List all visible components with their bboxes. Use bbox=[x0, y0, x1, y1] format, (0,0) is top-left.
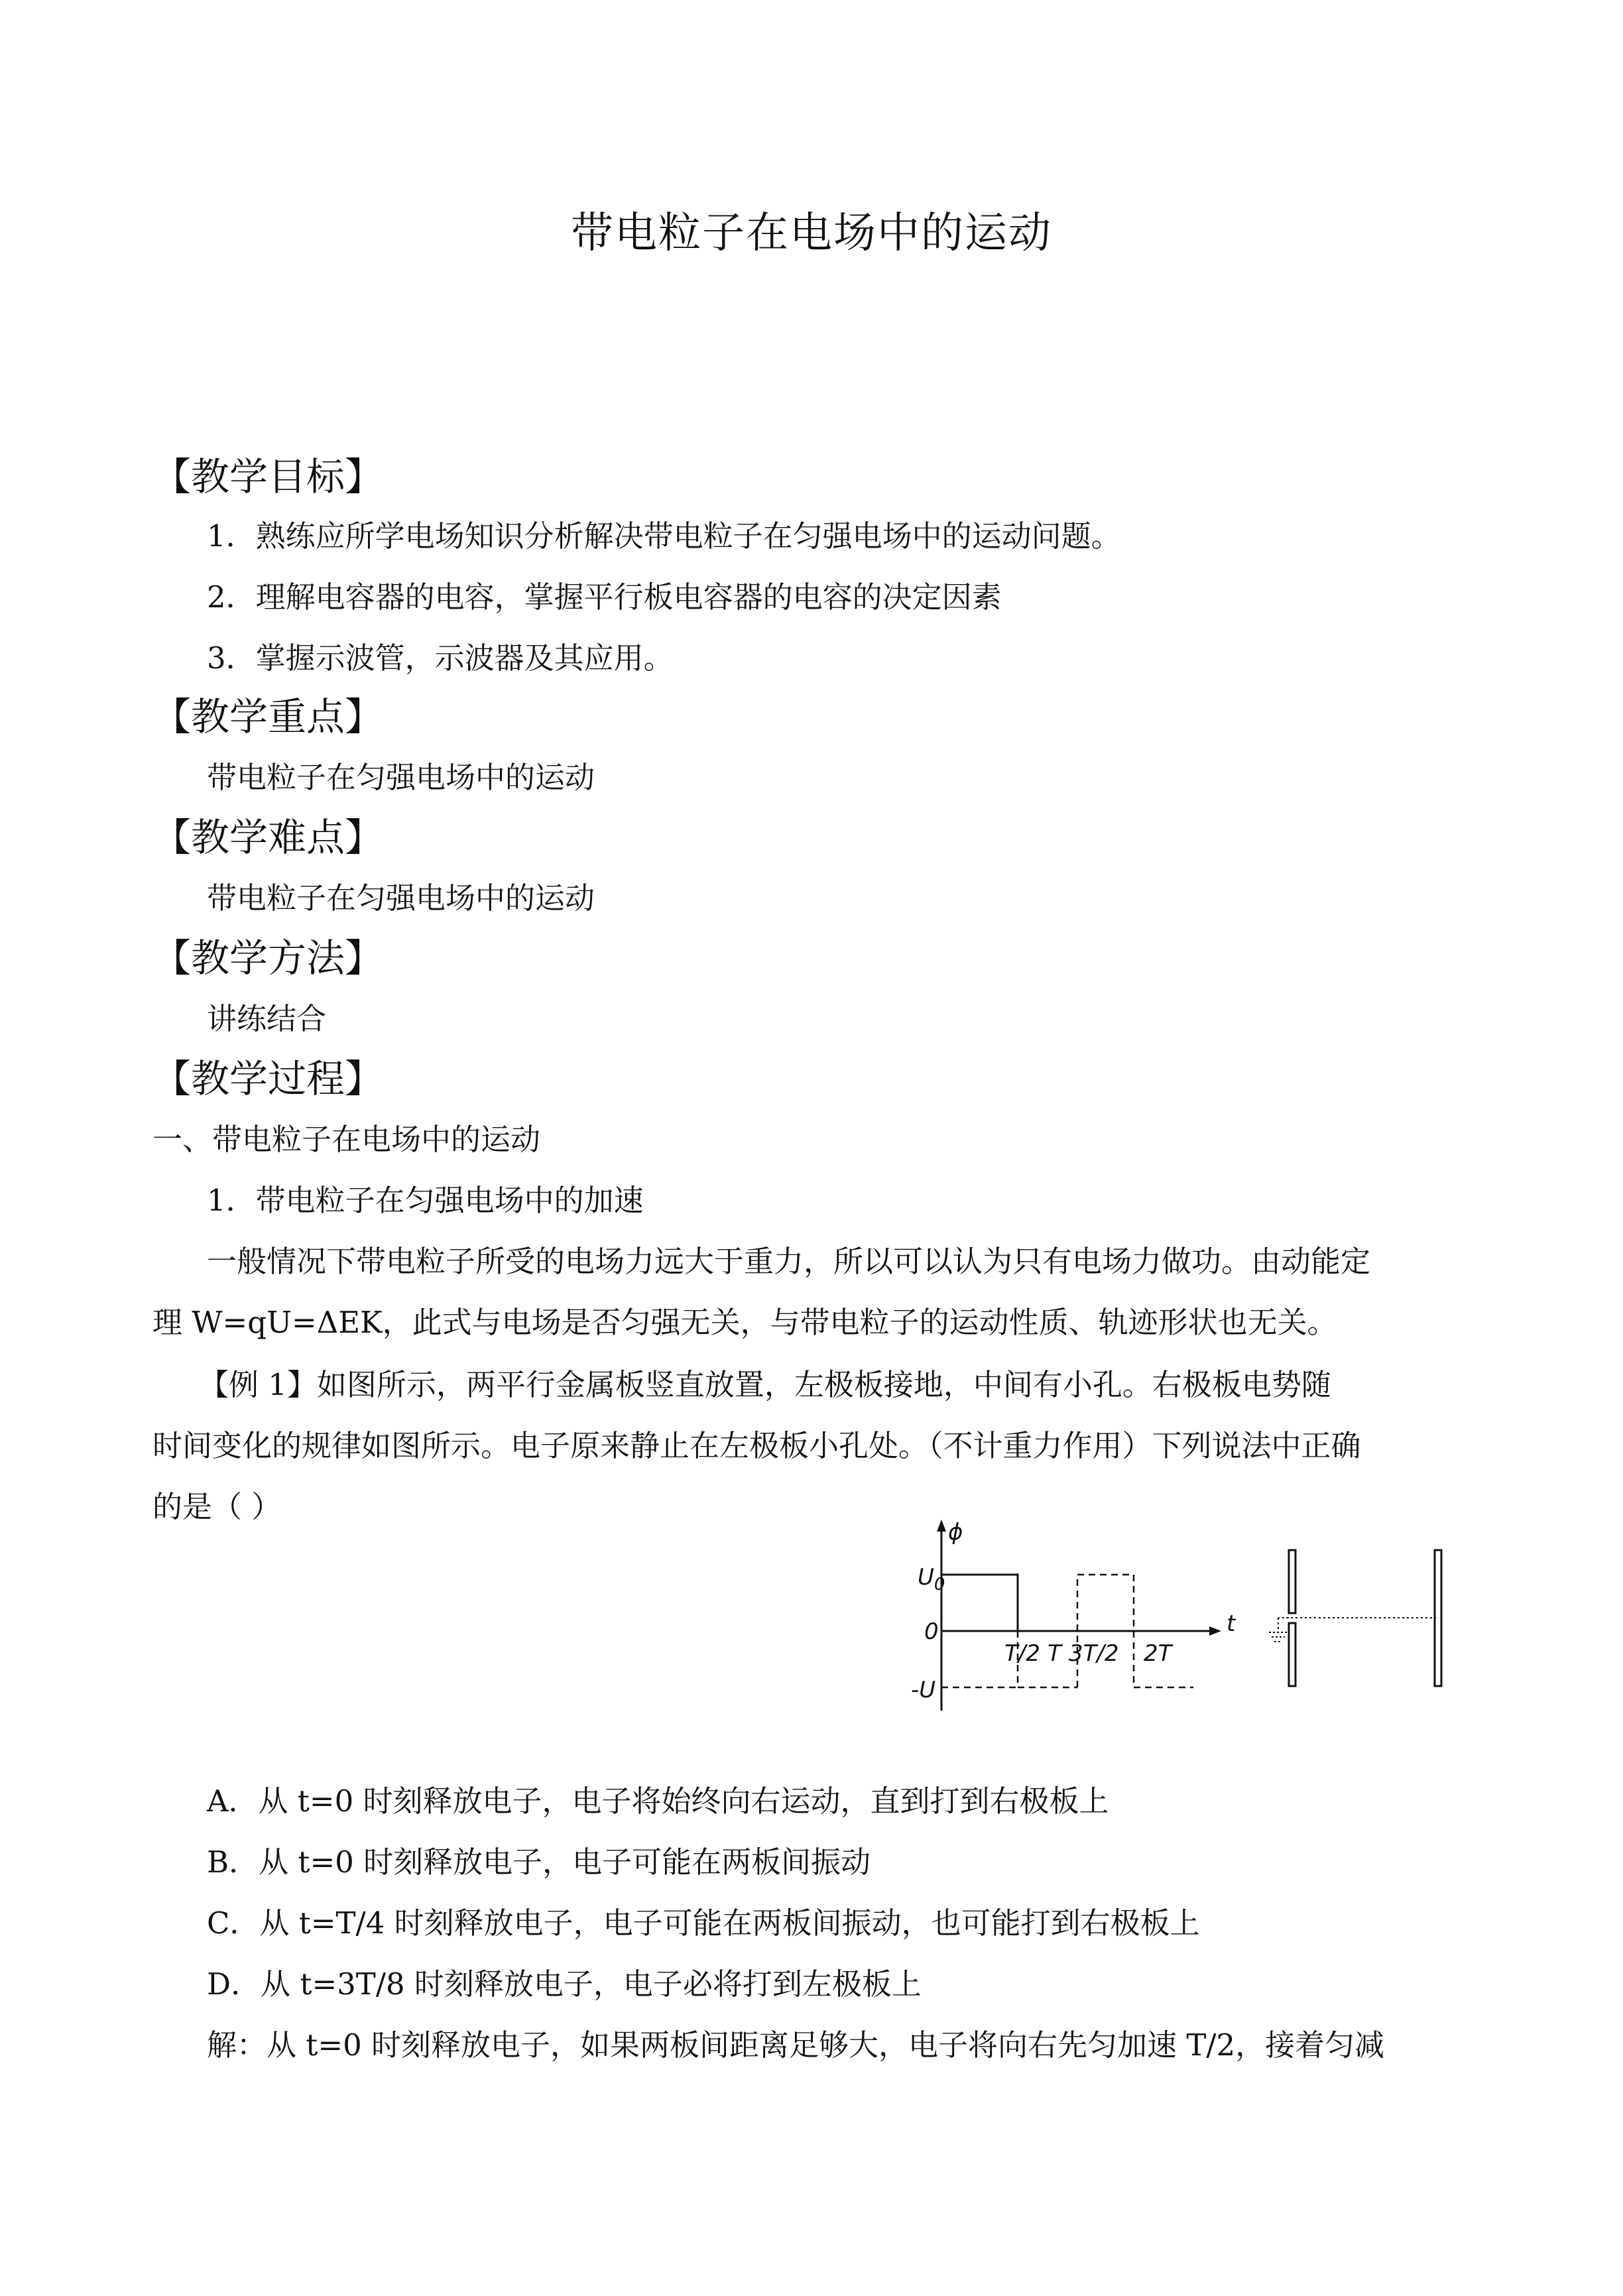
waveform-solid-segment bbox=[941, 1575, 1018, 1631]
tick-label-3t-half: 3T/2 bbox=[1069, 1640, 1119, 1667]
goal-item-1: 1．熟练应所学电场知识分析解决带电粒子在匀强电场中的运动问题。 bbox=[207, 518, 1121, 554]
neg-u-label: -U bbox=[911, 1677, 936, 1703]
example-line: 【例 1】如图所示，两平行金属板竖直放置，左极板接地，中间有小孔。右极板电势随 bbox=[199, 1367, 1331, 1402]
option-b: B．从 t=0 时刻释放电子，电子可能在两板间振动 bbox=[207, 1844, 871, 1880]
paragraph-line: 一般情况下带电粒子所受的电场力远大于重力，所以可以认为只有电场力做功。由动能定 bbox=[207, 1244, 1371, 1279]
option-a: A．从 t=0 时刻释放电子，电子将始终向右运动，直到打到右极板上 bbox=[207, 1783, 1109, 1819]
section-1-title: 一、带电粒子在电场中的运动 bbox=[152, 1122, 541, 1157]
capacitor-plates-diagram bbox=[1269, 1550, 1441, 1686]
solution-text: 解：从 t=0 时刻释放电子，如果两板间距离足够大，电子将向右先匀加速 T/2，接着匀减 bbox=[207, 2027, 1385, 2063]
tick-label-2t: 2T bbox=[1144, 1640, 1172, 1667]
difficulties-text: 带电粒子在匀强电场中的运动 bbox=[207, 880, 595, 916]
tick-label-t: T bbox=[1048, 1640, 1061, 1667]
option-d: D．从 t=3T/8 时刻释放电子，电子必将打到左极板上 bbox=[207, 1966, 922, 2002]
subsection-1-title: 1．带电粒子在匀强电场中的加速 bbox=[207, 1183, 644, 1218]
x-axis-label: t bbox=[1227, 1610, 1236, 1637]
goal-item-2: 2．理解电容器的电容，掌握平行板电容器的电容的决定因素 bbox=[207, 579, 1002, 615]
potential-time-graph bbox=[911, 1519, 1236, 1711]
y-axis-label: ϕ bbox=[948, 1519, 963, 1545]
tick-label-t-half: T/2 bbox=[1004, 1640, 1040, 1667]
x-axis-arrow bbox=[1209, 1626, 1221, 1636]
heading-key-points: 【教学重点】 bbox=[152, 694, 384, 739]
example-line: 的是（ ） bbox=[152, 1489, 282, 1524]
goal-item-3: 3．掌握示波管，示波器及其应用。 bbox=[207, 640, 674, 676]
example-diagram bbox=[911, 1512, 1512, 1724]
heading-process: 【教学过程】 bbox=[152, 1056, 384, 1101]
origin-label: 0 bbox=[924, 1618, 939, 1645]
heading-difficulties: 【教学难点】 bbox=[152, 815, 384, 860]
paragraph-line: 理 W=qU=ΔEK，此式与电场是否匀强无关，与带电粒子的运动性质、轨迹形状也无关。 bbox=[152, 1305, 1337, 1340]
example-line: 时间变化的规律如图所示。电子原来静止在左极板小孔处。（不计重力作用）下列说法中正确 bbox=[152, 1428, 1361, 1463]
page-title: 带电粒子在电场中的运动 bbox=[571, 209, 1052, 258]
left-plate-lower bbox=[1289, 1623, 1295, 1686]
y-axis-arrow bbox=[937, 1520, 946, 1532]
method-text: 讲练结合 bbox=[207, 1001, 327, 1036]
option-c: C．从 t=T/4 时刻释放电子，电子可能在两板间振动，也可能打到右极板上 bbox=[207, 1905, 1200, 1941]
key-points-text: 带电粒子在匀强电场中的运动 bbox=[207, 760, 595, 795]
heading-goals: 【教学目标】 bbox=[152, 454, 384, 499]
heading-method: 【教学方法】 bbox=[152, 936, 384, 981]
left-plate-upper bbox=[1289, 1550, 1295, 1613]
u0-label: $U_0$ bbox=[918, 1564, 945, 1595]
